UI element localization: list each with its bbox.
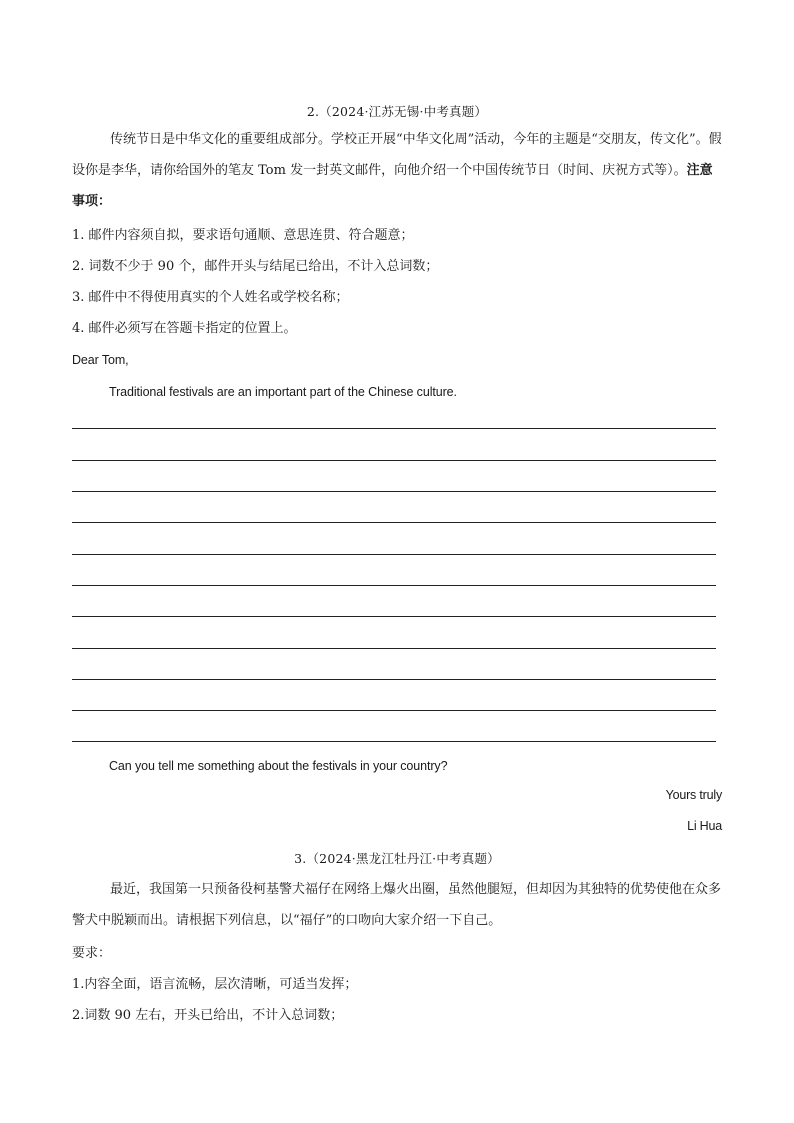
sign-off: Yours truly [665,788,722,802]
answer-line [72,679,716,680]
requirements-label: 要求： [72,946,112,961]
answer-line [72,428,716,429]
note-2: 2. 词数不少于 90 个，邮件开头与结尾已给出，不计入总词数； [72,259,439,274]
question-3-header: 3.（2024·黑龙江牡丹江·中考真题） [294,851,500,866]
question-2-intro [72,124,722,217]
opening-sentence: Traditional festivals are an important part of the Chinese culture. [109,385,457,399]
answer-line [72,741,716,742]
answer-line [72,460,716,461]
note-4: 4. 邮件必须写在答题卡指定的位置上。 [72,321,297,336]
answer-line [72,491,716,492]
answer-line [72,710,716,711]
answer-line [72,585,716,586]
answer-line [72,616,716,617]
answer-line [72,522,716,523]
requirement-1: 1.内容全面，语言流畅，层次清晰，可适当发挥； [72,977,358,992]
requirement-2: 2.词数 90 左右，开头已给出，不计入总词数； [72,1008,344,1023]
question-2-header: 2.（2024·江苏无锡·中考真题） [306,104,488,119]
salutation: Dear Tom, [72,353,129,367]
closing-sentence: Can you tell me something about the festivals in your country? [109,759,448,773]
note-1: 1. 邮件内容须自拟，要求语句通顺、意思连贯、符合题意； [72,228,414,243]
question-3-intro: 最近，我国第一只预备役柯基警犬福仔在网络上爆火出圈，虽然他腿短，但却因为其独特的优势使他在众多警犬中脱颖而出。请根据下列信息，以“福仔”的口吻向大家介绍一下自己。 [72,882,722,928]
question-2-intro-text: 传统节日是中华文化的重要组成部分。学校正开展“中华文化周”活动，今年的主题是“交朋友，传文化”。假设你是李华，请你给国外的笔友 Tom 发一封英文邮件，向他介绍一个中国传统节日（时间、庆祝方式等）。 [72,132,722,178]
note-3: 3. 邮件中不得使用真实的个人姓名或学校名称； [72,290,349,305]
answer-line [72,554,716,555]
notice-label: 注意事项： [72,163,713,209]
signature: Li Hua [687,819,722,833]
answer-line [72,648,716,649]
